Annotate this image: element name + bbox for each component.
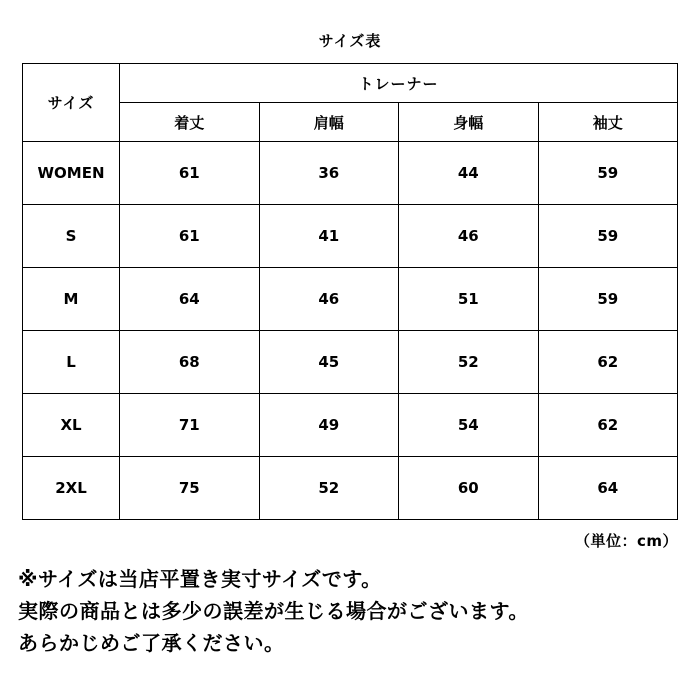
cell-sleeve: 59 — [538, 142, 678, 205]
cell-chest: 54 — [399, 394, 539, 457]
header-measure-chest: 身幅 — [399, 103, 539, 142]
cell-length: 71 — [120, 394, 260, 457]
cell-length: 75 — [120, 457, 260, 520]
header-measure-shoulder: 肩幅 — [259, 103, 399, 142]
row-size-label: S — [23, 205, 120, 268]
cell-sleeve: 62 — [538, 394, 678, 457]
size-table — [22, 63, 678, 520]
notes-section — [0, 551, 700, 659]
note-line-3: あらかじめご了承ください。 — [18, 631, 285, 655]
table-row — [23, 205, 678, 268]
note-line-1: ※サイズは当店平置き実寸サイズです。 — [18, 567, 382, 591]
row-size-label: L — [23, 331, 120, 394]
page-title: サイズ表 — [318, 32, 382, 50]
cell-chest: 44 — [399, 142, 539, 205]
note-line-2: 実際の商品とは多少の誤差が生じる場合がございます。 — [18, 599, 529, 623]
header-size: サイズ — [23, 64, 120, 142]
cell-chest: 60 — [399, 457, 539, 520]
table-subheader-row — [23, 103, 678, 142]
cell-shoulder: 41 — [259, 205, 399, 268]
cell-chest: 46 — [399, 205, 539, 268]
cell-shoulder: 52 — [259, 457, 399, 520]
row-size-label: M — [23, 268, 120, 331]
cell-length: 61 — [120, 142, 260, 205]
table-row — [23, 268, 678, 331]
cell-shoulder: 46 — [259, 268, 399, 331]
cell-length: 61 — [120, 205, 260, 268]
cell-chest: 52 — [399, 331, 539, 394]
unit-note: （単位：cm） — [574, 532, 678, 550]
row-size-label: 2XL — [23, 457, 120, 520]
row-size-label: WOMEN — [23, 142, 120, 205]
row-size-label: XL — [23, 394, 120, 457]
cell-length: 64 — [120, 268, 260, 331]
cell-sleeve: 62 — [538, 331, 678, 394]
cell-length: 68 — [120, 331, 260, 394]
size-table-container — [0, 63, 700, 520]
cell-shoulder: 49 — [259, 394, 399, 457]
table-row — [23, 394, 678, 457]
table-row — [23, 457, 678, 520]
cell-sleeve: 64 — [538, 457, 678, 520]
cell-chest: 51 — [399, 268, 539, 331]
cell-sleeve: 59 — [538, 205, 678, 268]
header-measure-sleeve: 袖丈 — [538, 103, 678, 142]
header-category: トレーナー — [120, 64, 678, 103]
table-row — [23, 331, 678, 394]
header-measure-length: 着丈 — [120, 103, 260, 142]
table-header-row — [23, 64, 678, 103]
cell-shoulder: 36 — [259, 142, 399, 205]
table-row — [23, 142, 678, 205]
cell-shoulder: 45 — [259, 331, 399, 394]
cell-sleeve: 59 — [538, 268, 678, 331]
